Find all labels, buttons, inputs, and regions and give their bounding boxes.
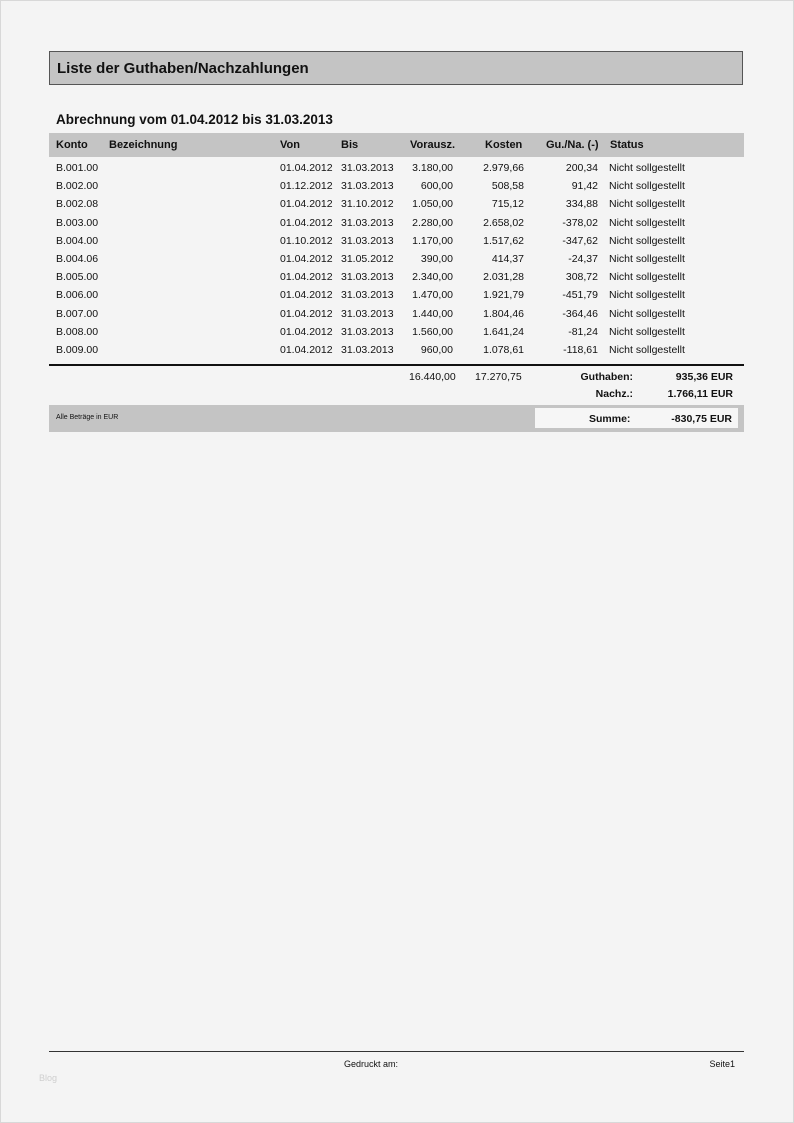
- cell-kosten: 2.031,28: [483, 271, 524, 284]
- cell-bis: 31.03.2013: [341, 180, 394, 193]
- cell-status: Nicht sollgestellt: [609, 162, 685, 174]
- summary-bar: [49, 405, 744, 432]
- cell-vorausz: 1.170,00: [412, 234, 453, 247]
- cell-bis: 31.03.2013: [341, 162, 394, 174]
- cell-kosten: 1.921,79: [483, 289, 524, 302]
- total-vorausz: 16.440,00: [409, 371, 456, 383]
- table-row: [49, 232, 744, 250]
- summe-box: [535, 408, 738, 428]
- title-box: [49, 51, 743, 85]
- cell-bis: 31.03.2013: [341, 216, 394, 229]
- page-number: Seite1: [709, 1059, 735, 1069]
- footer-divider: [49, 1051, 744, 1052]
- cell-kosten: 2.979,66: [483, 162, 524, 174]
- cell-von: 01.04.2012: [280, 289, 333, 302]
- nachz-value: 1.766,11 EUR: [667, 388, 733, 400]
- cell-vorausz: 600,00: [420, 180, 453, 193]
- cell-guna: 308,72: [565, 271, 598, 284]
- table-row: [49, 195, 744, 213]
- table-header: [49, 133, 744, 157]
- currency-note: Alle Beträge in EUR: [56, 414, 119, 421]
- cell-konto: B.007.00: [56, 307, 99, 320]
- col-konto: Konto: [56, 139, 88, 151]
- cell-konto: B.006.00: [56, 289, 99, 302]
- cell-kosten: 1.078,61: [483, 343, 524, 356]
- cell-guna: 334,88: [565, 198, 598, 211]
- col-bezeichnung: Bezeichnung: [109, 139, 178, 151]
- cell-von: 01.04.2012: [280, 325, 333, 338]
- table-row: [49, 305, 744, 323]
- cell-bis: 31.03.2013: [341, 271, 394, 284]
- cell-status: Nicht sollgestellt: [609, 216, 685, 229]
- cell-guna: -378,02: [562, 216, 598, 229]
- cell-bis: 31.03.2013: [341, 289, 394, 302]
- cell-von: 01.04.2012: [280, 216, 333, 229]
- cell-status: Nicht sollgestellt: [609, 307, 685, 320]
- col-status: Status: [610, 139, 644, 151]
- cell-konto: B.008.00: [56, 325, 99, 338]
- cell-von: 01.04.2012: [280, 162, 333, 174]
- cell-guna: -347,62: [562, 234, 598, 247]
- cell-bis: 31.03.2013: [341, 343, 394, 356]
- col-vorausz: Vorausz.: [410, 139, 456, 151]
- nachz-label: Nachz.:: [595, 388, 633, 400]
- cell-bis: 31.05.2012: [341, 252, 394, 265]
- cell-vorausz: 390,00: [420, 252, 453, 265]
- cell-von: 01.04.2012: [280, 271, 333, 284]
- cell-kosten: 1.517,62: [483, 234, 524, 247]
- cell-status: Nicht sollgestellt: [609, 234, 685, 247]
- cell-von: 01.10.2012: [280, 234, 333, 247]
- cell-vorausz: 1.560,00: [412, 325, 453, 338]
- cell-konto: B.005.00: [56, 271, 99, 284]
- cell-guna: -24,37: [568, 252, 598, 265]
- cell-guna: 91,42: [571, 180, 598, 193]
- table-row: [49, 250, 744, 268]
- cell-status: Nicht sollgestellt: [609, 198, 685, 211]
- cell-von: 01.04.2012: [280, 198, 333, 211]
- cell-guna: -451,79: [562, 289, 598, 302]
- table-body: [49, 159, 744, 359]
- summe-label: Summe:: [589, 413, 631, 425]
- table-row: [49, 341, 744, 359]
- cell-von: 01.12.2012: [280, 180, 333, 193]
- cell-status: Nicht sollgestellt: [609, 252, 685, 265]
- cell-guna: 200,34: [565, 162, 598, 174]
- totals-separator: [49, 364, 744, 366]
- cell-konto: B.002.08: [56, 198, 99, 211]
- cell-status: Nicht sollgestellt: [609, 289, 685, 302]
- cell-kosten: 1.641,24: [483, 325, 524, 338]
- cell-vorausz: 1.050,00: [412, 198, 453, 211]
- guthaben-value: 935,36 EUR: [675, 371, 733, 383]
- table-row: [49, 214, 744, 232]
- cell-von: 01.04.2012: [280, 307, 333, 320]
- table-row: [49, 286, 744, 304]
- cell-von: 01.04.2012: [280, 252, 333, 265]
- guthaben-label: Guthaben:: [580, 371, 633, 383]
- cell-status: Nicht sollgestellt: [609, 343, 685, 356]
- period-subtitle: Abrechnung vom 01.04.2012 bis 31.03.2013: [56, 112, 333, 127]
- cell-guna: -364,46: [562, 307, 598, 320]
- table-row: [49, 177, 744, 195]
- printed-label: Gedruckt am:: [344, 1059, 399, 1069]
- cell-konto: B.004.06: [56, 252, 99, 265]
- table-row: [49, 268, 744, 286]
- cell-vorausz: 1.470,00: [412, 289, 453, 302]
- summe-value: -830,75 EUR: [671, 413, 732, 425]
- cell-status: Nicht sollgestellt: [609, 325, 685, 338]
- cell-konto: B.003.00: [56, 216, 99, 229]
- cell-status: Nicht sollgestellt: [609, 180, 685, 193]
- cell-vorausz: 960,00: [420, 343, 453, 356]
- page-title: Liste der Guthaben/Nachzahlungen: [57, 60, 309, 77]
- cell-konto: B.002.00: [56, 180, 99, 193]
- col-guna: Gu./Na. (-): [546, 139, 599, 151]
- col-bis: Bis: [341, 139, 359, 151]
- cell-vorausz: 3.180,00: [412, 162, 453, 174]
- table-row: [49, 323, 744, 341]
- cell-bis: 31.03.2013: [341, 307, 394, 320]
- cell-status: Nicht sollgestellt: [609, 271, 685, 284]
- total-kosten: 17.270,75: [475, 371, 522, 383]
- cell-konto: B.004.00: [56, 234, 99, 247]
- cell-vorausz: 2.280,00: [412, 216, 453, 229]
- cell-konto: B.009.00: [56, 343, 99, 356]
- cell-konto: B.001.00: [56, 162, 99, 174]
- cell-vorausz: 1.440,00: [412, 307, 453, 320]
- cell-von: 01.04.2012: [280, 343, 333, 356]
- cell-bis: 31.10.2012: [341, 198, 394, 211]
- cell-bis: 31.03.2013: [341, 325, 394, 338]
- cell-kosten: 715,12: [491, 198, 524, 211]
- table-row: [49, 159, 744, 177]
- cell-kosten: 1.804,46: [483, 307, 524, 320]
- col-von: Von: [280, 139, 300, 151]
- cell-kosten: 2.658,02: [483, 216, 524, 229]
- cell-kosten: 508,58: [491, 180, 524, 193]
- cell-vorausz: 2.340,00: [412, 271, 453, 284]
- cell-kosten: 414,37: [491, 252, 524, 265]
- cell-bis: 31.03.2013: [341, 234, 394, 247]
- col-kosten: Kosten: [485, 139, 523, 151]
- cell-guna: -118,61: [563, 343, 598, 356]
- cell-guna: -81,24: [568, 325, 598, 338]
- watermark: Blog: [39, 1073, 58, 1083]
